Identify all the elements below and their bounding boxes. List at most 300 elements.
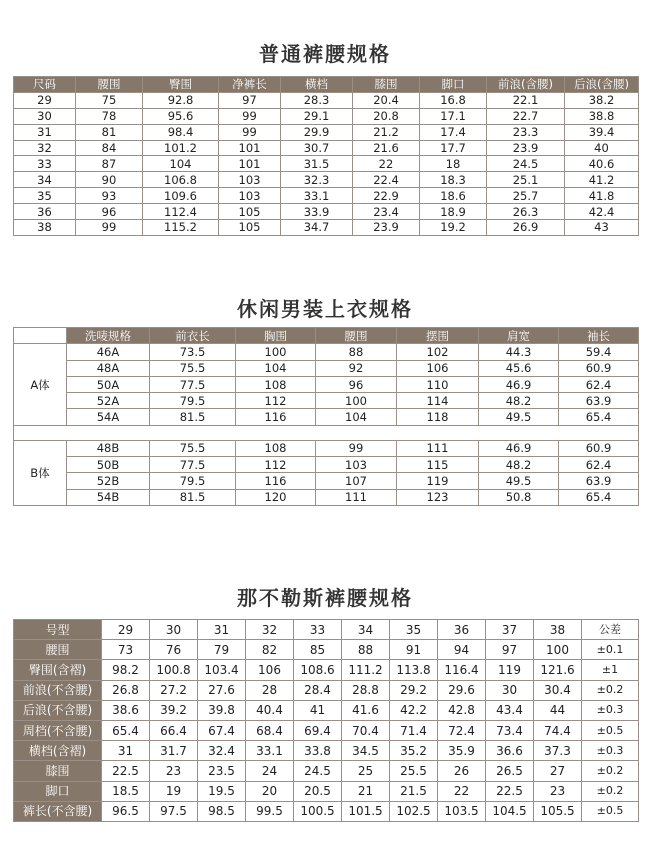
- table-row: [14, 761, 639, 781]
- table-cell: 98.5: [198, 801, 246, 821]
- table-cell: 25.5: [390, 761, 438, 781]
- table-cell: 27.2: [150, 680, 198, 700]
- table-cell: 81: [76, 124, 143, 140]
- tolerance-cell: 公差: [582, 620, 639, 640]
- table-cell: 34.7: [281, 220, 353, 236]
- table-cell: 52A: [67, 393, 150, 409]
- table-cell: 70.4: [342, 720, 390, 740]
- table-cell: 101: [219, 140, 281, 156]
- column-header: 摆围: [397, 328, 479, 344]
- table-cell: 19.5: [198, 781, 246, 801]
- table-cell: 18.6: [420, 188, 487, 204]
- table-cell: 91: [390, 640, 438, 660]
- table-row: [14, 92, 639, 108]
- spacer-cell: [14, 425, 639, 440]
- table-cell: 24.5: [294, 761, 342, 781]
- table-cell: 59.4: [559, 344, 639, 360]
- table-cell: 104.5: [486, 801, 534, 821]
- table-cell: 18.5: [102, 781, 150, 801]
- table-row: [14, 457, 639, 473]
- table-cell: 84: [76, 140, 143, 156]
- row-header: 号型: [14, 620, 102, 640]
- table-row: [14, 741, 639, 761]
- table-cell: 31: [14, 124, 76, 140]
- row-header: 臀围(含褶): [14, 660, 102, 680]
- table-row: [14, 376, 639, 392]
- table-cell: 68.4: [246, 720, 294, 740]
- table-cell: 16.8: [420, 92, 487, 108]
- column-header: 前衣长: [150, 328, 236, 344]
- column-header: 尺码: [14, 77, 76, 93]
- table-row: [14, 801, 639, 821]
- regular-waist-size-table: [13, 76, 639, 236]
- table-cell: 97: [219, 92, 281, 108]
- table-row: [14, 360, 639, 376]
- table-row: [14, 108, 639, 124]
- table-cell: 119: [486, 660, 534, 680]
- table-cell: 77.5: [150, 457, 236, 473]
- table-cell: 38.2: [565, 92, 639, 108]
- table-cell: 60.9: [559, 360, 639, 376]
- naples-waist-size-table: [13, 619, 639, 822]
- table-cell: 35.2: [390, 741, 438, 761]
- table-cell: 26: [438, 761, 486, 781]
- table-cell: 23: [534, 781, 582, 801]
- column-header: 腰围: [316, 328, 397, 344]
- table-cell: 102: [397, 344, 479, 360]
- table-cell: 22.5: [486, 781, 534, 801]
- table-cell: 103.5: [438, 801, 486, 821]
- table-cell: 74.4: [534, 720, 582, 740]
- table-cell: 22.7: [487, 108, 565, 124]
- table-cell: 73.5: [150, 344, 236, 360]
- table-cell: 34.5: [342, 741, 390, 761]
- column-header: 胸围: [236, 328, 316, 344]
- table-cell: 35: [14, 188, 76, 204]
- table-cell: 34: [14, 172, 76, 188]
- tolerance-cell: ±0.2: [582, 781, 639, 801]
- table-cell: 28.4: [294, 680, 342, 700]
- table-cell: 38: [14, 220, 76, 236]
- table-cell: 97.5: [150, 801, 198, 821]
- table-cell: 31: [198, 620, 246, 640]
- table-cell: 101.5: [342, 801, 390, 821]
- column-header: 膝围: [353, 77, 420, 93]
- row-header: 裤长(不含腰): [14, 801, 102, 821]
- table-cell: 23.3: [487, 124, 565, 140]
- tolerance-cell: ±0.3: [582, 741, 639, 761]
- column-header: 前浪(含腰): [487, 77, 565, 93]
- table-cell: 25: [342, 761, 390, 781]
- table-cell: 29: [14, 92, 76, 108]
- table-cell: 108.6: [294, 660, 342, 680]
- table-cell: 30.4: [534, 680, 582, 700]
- row-header: 腰围: [14, 640, 102, 660]
- table-cell: 19: [150, 781, 198, 801]
- table-row: [14, 680, 639, 700]
- table-cell: 26.9: [487, 220, 565, 236]
- table-cell: 96: [76, 204, 143, 220]
- table-cell: 27: [534, 761, 582, 781]
- column-header: 脚口: [420, 77, 487, 93]
- table-cell: 44: [534, 700, 582, 720]
- table-cell: 48A: [67, 360, 150, 376]
- table-row: [14, 204, 639, 220]
- column-header: 腰围: [76, 77, 143, 93]
- table-cell: 101.2: [143, 140, 219, 156]
- table-cell: 22.5: [102, 761, 150, 781]
- table-cell: 111: [316, 489, 397, 505]
- table-cell: 31.5: [281, 156, 353, 172]
- table-cell: 20.5: [294, 781, 342, 801]
- table-cell: 105.5: [534, 801, 582, 821]
- table-cell: 99: [316, 440, 397, 456]
- table-cell: 79.5: [150, 473, 236, 489]
- table-cell: 75.5: [150, 440, 236, 456]
- table-cell: 48.2: [479, 393, 559, 409]
- table-cell: 108: [236, 440, 316, 456]
- table-cell: 21: [342, 781, 390, 801]
- column-header: 横档: [281, 77, 353, 93]
- table-cell: 104: [143, 156, 219, 172]
- table-cell: 81.5: [150, 409, 236, 425]
- table-cell: 30: [486, 680, 534, 700]
- table-cell: 120: [236, 489, 316, 505]
- table-cell: 90: [76, 172, 143, 188]
- table-cell: 67.4: [198, 720, 246, 740]
- table-cell: 44.3: [479, 344, 559, 360]
- table-cell: 48B: [67, 440, 150, 456]
- table-cell: 33.1: [246, 741, 294, 761]
- table-cell: 33.9: [281, 204, 353, 220]
- table-cell: 119: [397, 473, 479, 489]
- table-cell: 32.4: [198, 741, 246, 761]
- table-cell: 20: [246, 781, 294, 801]
- table-cell: 22.1: [487, 92, 565, 108]
- table-cell: 88: [342, 640, 390, 660]
- table-row: [14, 393, 639, 409]
- row-header: 脚口: [14, 781, 102, 801]
- table-row: [14, 409, 639, 425]
- body-type-label: B体: [14, 440, 67, 505]
- table-cell: 115: [397, 457, 479, 473]
- table-cell: 66.4: [150, 720, 198, 740]
- table-cell: 106: [246, 660, 294, 680]
- table-cell: 107: [316, 473, 397, 489]
- table-cell: 27.6: [198, 680, 246, 700]
- row-header: 后浪(不含腰): [14, 700, 102, 720]
- table-cell: 24.5: [487, 156, 565, 172]
- table-cell: 99: [219, 124, 281, 140]
- table-cell: 49.5: [479, 409, 559, 425]
- table-cell: 100.8: [150, 660, 198, 680]
- table-cell: 23: [150, 761, 198, 781]
- table-row: [14, 473, 639, 489]
- table-cell: 100: [236, 344, 316, 360]
- table-row: [14, 344, 639, 360]
- column-header: 肩宽: [479, 328, 559, 344]
- table-cell: 93: [76, 188, 143, 204]
- row-header: 膝围: [14, 761, 102, 781]
- table-cell: 50B: [67, 457, 150, 473]
- table-cell: 40: [565, 140, 639, 156]
- table-cell: 105: [219, 220, 281, 236]
- row-header: 前浪(不含腰): [14, 680, 102, 700]
- table-cell: 112.4: [143, 204, 219, 220]
- table-cell: 103.4: [198, 660, 246, 680]
- table-cell: 30: [14, 108, 76, 124]
- table-cell: 22.9: [353, 188, 420, 204]
- tolerance-cell: ±0.2: [582, 680, 639, 700]
- table-cell: 40.4: [246, 700, 294, 720]
- table-cell: 50.8: [479, 489, 559, 505]
- column-header: 后浪(含腰): [565, 77, 639, 93]
- table-cell: 114: [397, 393, 479, 409]
- table-cell: 26.8: [102, 680, 150, 700]
- table-cell: 28: [246, 680, 294, 700]
- table-cell: 32: [14, 140, 76, 156]
- table-cell: 38: [534, 620, 582, 640]
- table-cell: 23.9: [487, 140, 565, 156]
- table-cell: 100: [316, 393, 397, 409]
- row-header: 周档(不含腰): [14, 720, 102, 740]
- table-cell: 43.4: [486, 700, 534, 720]
- table-row: [14, 640, 639, 660]
- table-cell: 42.2: [390, 700, 438, 720]
- table-cell: 36.6: [486, 741, 534, 761]
- table-row: [14, 620, 639, 640]
- table-cell: 112: [236, 457, 316, 473]
- table-cell: 112: [236, 393, 316, 409]
- table-cell: 113.8: [390, 660, 438, 680]
- tolerance-cell: ±0.3: [582, 700, 639, 720]
- column-header: 净裤长: [219, 77, 281, 93]
- table-cell: 18: [420, 156, 487, 172]
- table-cell: 118: [397, 409, 479, 425]
- table-row: [14, 781, 639, 801]
- column-header: 臀围: [143, 77, 219, 93]
- table-cell: 37.3: [534, 741, 582, 761]
- table-cell: 21.2: [353, 124, 420, 140]
- table-cell: 98.4: [143, 124, 219, 140]
- table-cell: 101: [219, 156, 281, 172]
- table-cell: 99: [76, 220, 143, 236]
- table-cell: 116: [236, 473, 316, 489]
- table-cell: 38.6: [102, 700, 150, 720]
- table-cell: 29.6: [438, 680, 486, 700]
- table-cell: 54A: [67, 409, 150, 425]
- table-cell: 36: [14, 204, 76, 220]
- table-cell: 98.2: [102, 660, 150, 680]
- table-cell: 49.5: [479, 473, 559, 489]
- table-cell: 33: [14, 156, 76, 172]
- table-cell: 26.5: [486, 761, 534, 781]
- table-cell: 22.4: [353, 172, 420, 188]
- table-cell: 17.4: [420, 124, 487, 140]
- table-cell: 65.4: [559, 409, 639, 425]
- table-row: [14, 700, 639, 720]
- table-cell: 100.5: [294, 801, 342, 821]
- table-cell: 116.4: [438, 660, 486, 680]
- table-cell: 111: [397, 440, 479, 456]
- table-cell: 82: [246, 640, 294, 660]
- table-cell: 28.8: [342, 680, 390, 700]
- table-cell: 21.5: [390, 781, 438, 801]
- table-cell: 88: [316, 344, 397, 360]
- table-cell: 29.2: [390, 680, 438, 700]
- table-cell: 46.9: [479, 440, 559, 456]
- table-cell: 33: [294, 620, 342, 640]
- table-cell: 96.5: [102, 801, 150, 821]
- table-cell: 17.1: [420, 108, 487, 124]
- table-cell: 79.5: [150, 393, 236, 409]
- table-cell: 75: [76, 92, 143, 108]
- table-cell: 23.5: [198, 761, 246, 781]
- table-row: [14, 188, 639, 204]
- table-cell: 78: [76, 108, 143, 124]
- table-cell: 42.4: [565, 204, 639, 220]
- casual-top-size-table: [13, 327, 639, 506]
- table-cell: 33.8: [294, 741, 342, 761]
- table-cell: 35.9: [438, 741, 486, 761]
- table-row: [14, 220, 639, 236]
- table-cell: 35: [390, 620, 438, 640]
- column-header: [14, 328, 67, 344]
- table-cell: 21.6: [353, 140, 420, 156]
- table-cell: 95.6: [143, 108, 219, 124]
- column-header: 洗唛规格: [67, 328, 150, 344]
- tolerance-cell: ±0.1: [582, 640, 639, 660]
- table-cell: 111.2: [342, 660, 390, 680]
- table-cell: 30.7: [281, 140, 353, 156]
- table-header-row: [14, 77, 639, 93]
- table-row: [14, 489, 639, 505]
- table-cell: 20.4: [353, 92, 420, 108]
- table-cell: 43: [565, 220, 639, 236]
- table-cell: 100: [534, 640, 582, 660]
- table-cell: 76: [150, 640, 198, 660]
- table-row: [14, 440, 639, 456]
- table-cell: 40.6: [565, 156, 639, 172]
- table-cell: 24: [246, 761, 294, 781]
- table-cell: 28.3: [281, 92, 353, 108]
- table-row: [14, 124, 639, 140]
- body-type-label: A体: [14, 344, 67, 425]
- table-cell: 32: [246, 620, 294, 640]
- table-cell: 25.1: [487, 172, 565, 188]
- table-cell: 25.7: [487, 188, 565, 204]
- table-cell: 72.4: [438, 720, 486, 740]
- table-cell: 29.9: [281, 124, 353, 140]
- table-cell: 73: [102, 640, 150, 660]
- table-cell: 77.5: [150, 376, 236, 392]
- table-cell: 108: [236, 376, 316, 392]
- column-header: 袖长: [559, 328, 639, 344]
- table-cell: 62.4: [559, 376, 639, 392]
- table-cell: 22: [353, 156, 420, 172]
- section2-title: 休闲男装上衣规格: [237, 297, 413, 321]
- table-cell: 29.1: [281, 108, 353, 124]
- table-cell: 104: [236, 360, 316, 376]
- table-cell: 29: [102, 620, 150, 640]
- table-cell: 46.9: [479, 376, 559, 392]
- table-cell: 92.8: [143, 92, 219, 108]
- table-cell: 110: [397, 376, 479, 392]
- table-cell: 42.8: [438, 700, 486, 720]
- tolerance-cell: ±0.5: [582, 801, 639, 821]
- table-cell: 116: [236, 409, 316, 425]
- table-cell: 65.4: [559, 489, 639, 505]
- table-cell: 104: [316, 409, 397, 425]
- table-cell: 69.4: [294, 720, 342, 740]
- table-row: [14, 140, 639, 156]
- table-cell: 63.9: [559, 473, 639, 489]
- table-cell: 99.5: [246, 801, 294, 821]
- table-cell: 17.7: [420, 140, 487, 156]
- table-cell: 45.6: [479, 360, 559, 376]
- table-cell: 103: [219, 188, 281, 204]
- table-cell: 41.2: [565, 172, 639, 188]
- table-cell: 38.8: [565, 108, 639, 124]
- table-cell: 106.8: [143, 172, 219, 188]
- table-cell: 75.5: [150, 360, 236, 376]
- row-header: 横档(含褶): [14, 741, 102, 761]
- table-cell: 106: [397, 360, 479, 376]
- table-row: [14, 156, 639, 172]
- table-cell: 92: [316, 360, 397, 376]
- table-cell: 32.3: [281, 172, 353, 188]
- table-cell: 19.2: [420, 220, 487, 236]
- table-cell: 41: [294, 700, 342, 720]
- table-cell: 33.1: [281, 188, 353, 204]
- table-cell: 99: [219, 108, 281, 124]
- table-cell: 50A: [67, 376, 150, 392]
- table-cell: 71.4: [390, 720, 438, 740]
- table-row: [14, 172, 639, 188]
- table-cell: 123: [397, 489, 479, 505]
- table-cell: 41.8: [565, 188, 639, 204]
- table-row: [14, 660, 639, 680]
- table-cell: 115.2: [143, 220, 219, 236]
- table-cell: 36: [438, 620, 486, 640]
- table-cell: 54B: [67, 489, 150, 505]
- table-cell: 41.6: [342, 700, 390, 720]
- table-cell: 81.5: [150, 489, 236, 505]
- table-cell: 46A: [67, 344, 150, 360]
- table-cell: 52B: [67, 473, 150, 489]
- table-cell: 26.3: [487, 204, 565, 220]
- table-cell: 39.4: [565, 124, 639, 140]
- table-cell: 23.4: [353, 204, 420, 220]
- table-cell: 109.6: [143, 188, 219, 204]
- table-cell: 121.6: [534, 660, 582, 680]
- table-cell: 65.4: [102, 720, 150, 740]
- table-cell: 39.8: [198, 700, 246, 720]
- table-cell: 103: [219, 172, 281, 188]
- table-cell: 79: [198, 640, 246, 660]
- table-cell: 97: [486, 640, 534, 660]
- section3-title: 那不勒斯裤腰规格: [237, 586, 413, 610]
- table-cell: 87: [76, 156, 143, 172]
- table-cell: 102.5: [390, 801, 438, 821]
- table-cell: 23.9: [353, 220, 420, 236]
- table-cell: 105: [219, 204, 281, 220]
- table-cell: 73.4: [486, 720, 534, 740]
- table-cell: 103: [316, 457, 397, 473]
- table-cell: 96: [316, 376, 397, 392]
- table-row: [14, 720, 639, 740]
- tolerance-cell: ±1: [582, 660, 639, 680]
